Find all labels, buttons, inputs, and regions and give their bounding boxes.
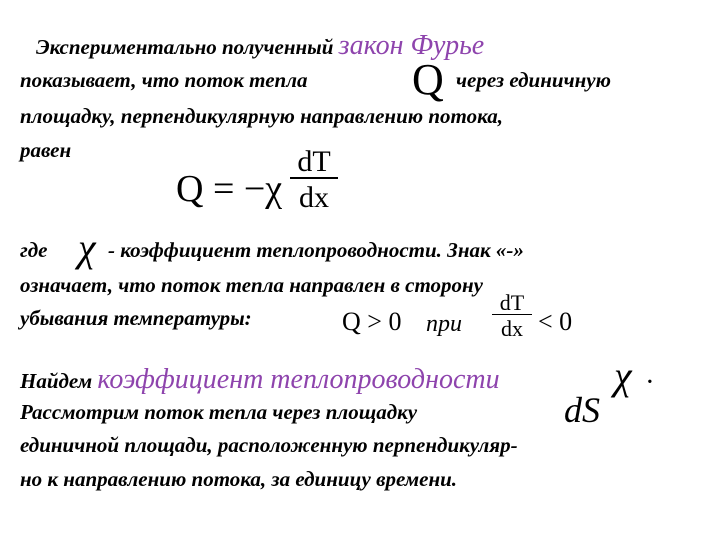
text-segment: равен — [20, 138, 72, 162]
text-segment: показывает, что поток тепла — [20, 68, 308, 92]
symbol-ds: dS — [564, 390, 600, 430]
text-segment: площадку, перпендикулярную направлению потока, — [20, 104, 503, 128]
paragraph1-line2-end — [456, 70, 611, 91]
paragraph1-line3 — [20, 106, 503, 127]
paragraph2-line3 — [20, 308, 252, 329]
paragraph1-line2 — [20, 70, 308, 91]
text-segment: . — [648, 364, 654, 388]
paragraph2-line1 — [20, 240, 48, 261]
fraction-bar — [492, 314, 532, 315]
text-segment: означает, что поток тепла направлен в сторону — [20, 273, 483, 297]
text-segment: Экспериментально полученный — [36, 35, 334, 59]
formula-main-fraction — [290, 147, 338, 213]
paragraph3-line1-end — [648, 366, 653, 387]
text-segment: через единичную — [456, 68, 611, 92]
paragraph2-line1-end — [108, 240, 524, 261]
text-segment: убывания температуры: — [20, 306, 252, 330]
text-segment: Найдем — [20, 369, 93, 393]
paragraph3-line2 — [20, 402, 417, 423]
fraction-denominator: dx — [299, 181, 329, 214]
paragraph3-line3 — [20, 435, 518, 456]
paragraph3-line1 — [20, 366, 500, 394]
text-segment: где — [20, 238, 48, 262]
highlighted-term-fourier-law: закон Фурье — [338, 30, 485, 61]
formula-main-lhs: Q = −χ — [176, 168, 283, 210]
text-segment: - коэффициент теплопроводности. Знак «-» — [108, 238, 524, 262]
paragraph2-line2 — [20, 275, 483, 296]
fraction-denominator: dx — [501, 316, 523, 341]
paragraph1-line4 — [20, 140, 71, 161]
fraction-bar — [290, 177, 338, 179]
symbol-q-heat-flow: Q — [412, 55, 444, 104]
condition-fraction — [492, 292, 532, 340]
condition-word: при — [426, 311, 462, 337]
paragraph3-line4 — [20, 469, 457, 490]
text-segment: единичной площади, расположенную перпендикуляр- — [20, 433, 518, 457]
condition-lhs: Q > 0 — [342, 307, 402, 336]
text-segment: Рассмотрим поток тепла через площадку — [20, 400, 418, 424]
fraction-numerator: dT — [297, 145, 331, 178]
symbol-chi-2: χ — [614, 353, 632, 398]
highlighted-term-thermal-conductivity: коэффициент теплопроводности — [97, 364, 500, 395]
condition-rhs: < 0 — [538, 307, 573, 336]
text-segment: но к направлению потока, за единицу времени. — [20, 467, 458, 491]
symbol-chi: χ — [78, 225, 96, 270]
fraction-numerator: dT — [499, 290, 525, 315]
